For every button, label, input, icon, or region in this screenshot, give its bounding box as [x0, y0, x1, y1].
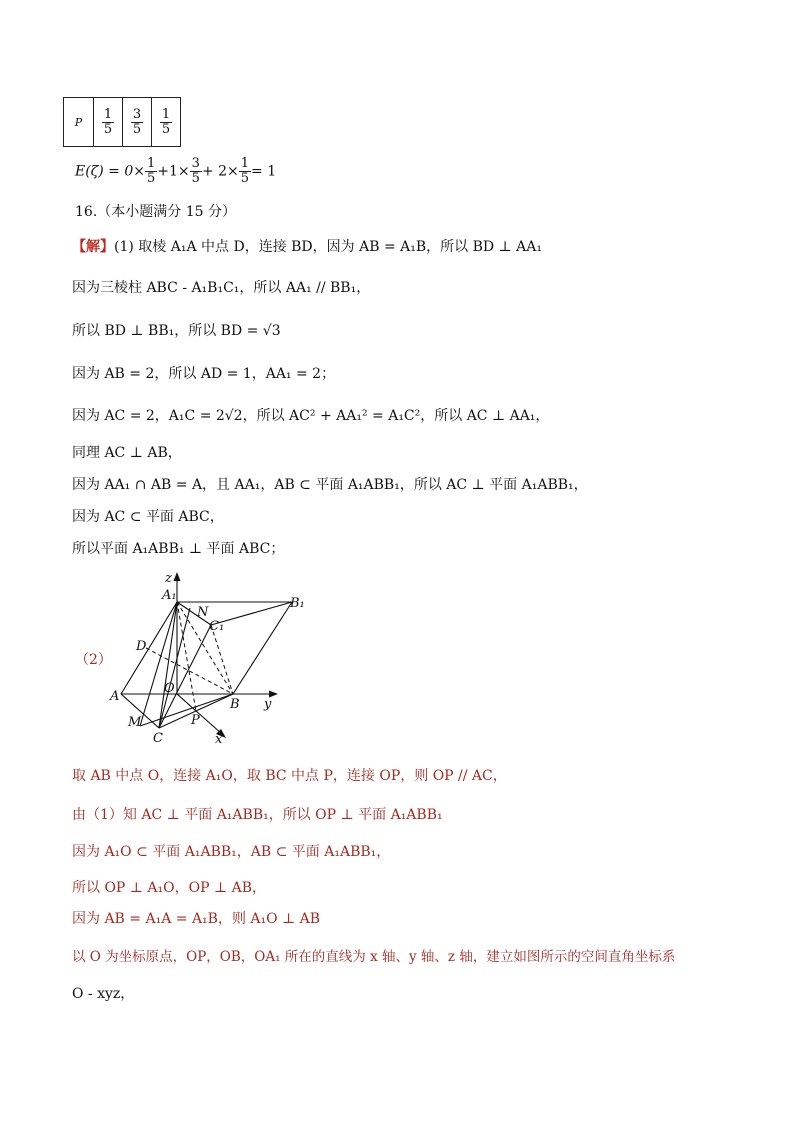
label-O: O [164, 681, 175, 696]
label-z: z [165, 571, 172, 586]
label-y: y [264, 697, 272, 712]
solution-line-6: 同理 AC ⊥ AB， [72, 445, 182, 461]
part-2-label: （2） [75, 652, 112, 668]
label-B: B [230, 697, 240, 712]
solution-line-15: 以 O 为坐标原点，OP，OB，OA₁ 所在的直线为 x 轴、y 轴、z 轴，建立如图所示的空间直角坐标系 [72, 949, 676, 965]
solution-line-5: 因为 AC = 2，A₁C = 2√2，所以 AC² + AA₁² = A₁C²，所以 AC ⊥ AA₁， [72, 408, 550, 424]
solution-line-12: 因为 A₁O ⊂ 平面 A₁ABB₁，AB ⊂ 平面 A₁ABB₁， [72, 844, 391, 860]
label-M: M [128, 715, 142, 730]
label-A: A [110, 689, 120, 704]
label-P: P [191, 713, 200, 728]
label-C1: C₁ [209, 619, 225, 634]
label-N: N [197, 605, 209, 620]
solution-line-4: 因为 AB = 2，所以 AD = 1，AA₁ = 2； [72, 366, 336, 382]
table-cell: $\frac{3}{5}$ [123, 98, 152, 147]
solution-line-11: 由（1）知 AC ⊥ 平面 A₁ABB₁，所以 OP ⊥ 平面 A₁ABB₁ [72, 807, 443, 823]
prism-figure [100, 566, 320, 748]
solution-line-9: 所以平面 A₁ABB₁ ⊥ 平面 ABC； [72, 541, 285, 557]
z-arrow-icon [174, 572, 181, 581]
solution-line-1: 【解】(1) 取棱 A₁A 中点 D，连接 BD，因为 AB = A₁B，所以 BD ⊥ AA₁ [72, 239, 543, 255]
solution-line-3: 所以 BD ⊥ BB₁，所以 BD = √3 [72, 323, 281, 339]
problem-header: 16.（本小题满分 15 分） [75, 204, 236, 220]
probability-table [63, 97, 181, 147]
solution-line-13: 所以 OP ⊥ A₁O，OP ⊥ AB， [72, 880, 266, 896]
table-cell: $\frac{1}{5}$ [152, 98, 181, 147]
label-x: x [215, 732, 223, 747]
solution-line-10: 取 AB 中点 O，连接 A₁O，取 BC 中点 P，连接 OP，则 OP // AC， [72, 768, 507, 784]
solution-line-8: 因为 AC ⊂ 平面 ABC， [72, 509, 224, 525]
table-cell: $\frac{1}{5}$ [94, 98, 123, 147]
label-A1: A₁ [162, 588, 177, 603]
solution-line-2: 因为三棱柱 ABC - A₁B₁C₁，所以 AA₁ // BB₁， [72, 280, 371, 296]
expectation-formula: E(ζ) = 0× $\frac{1}{5}$ +1× $\frac{3}{5}$ + 2× $\frac{1}{5}$ = 1 [75, 156, 277, 186]
solution-line-14: 因为 AB = A₁A = A₁B，则 A₁O ⊥ AB [72, 911, 321, 927]
solution-line-7: 因为 AA₁ ∩ AB = A，且 AA₁，AB ⊂ 平面 A₁ABB₁，所以 AC ⊥ 平面 A₁ABB₁， [72, 477, 588, 493]
solution-line-16: O - xyz， [72, 986, 135, 1002]
label-B1: B₁ [290, 596, 305, 611]
table-row-label: P [64, 98, 94, 147]
label-D: D [136, 639, 147, 654]
label-C: C [153, 731, 163, 746]
